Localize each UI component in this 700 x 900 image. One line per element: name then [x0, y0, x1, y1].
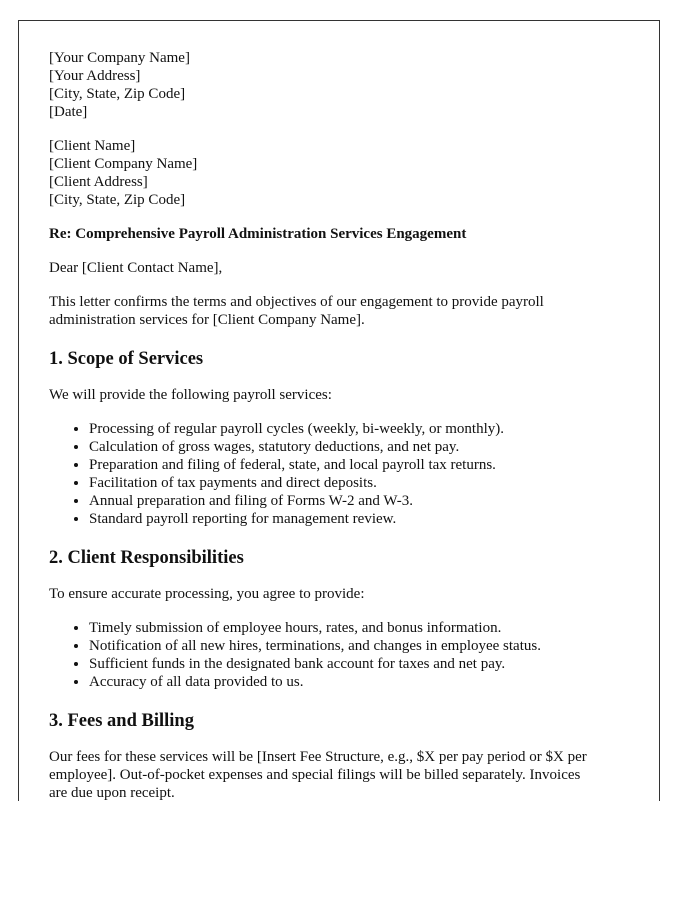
- fees-line: employee]. Out-of-pocket expenses and special filings will be billed separately. Invoices: [49, 767, 581, 783]
- list-item: • Facilitation of tax payments and direct deposits.: [89, 474, 639, 492]
- recipient-block: [49, 137, 639, 209]
- letter-content: [49, 49, 639, 801]
- list-item: • Notification of all new hires, terminations, and changes in employee status.: [89, 637, 639, 655]
- section-intro-scope: We will provide the following payroll services:: [49, 387, 332, 403]
- recipient-address: [Client Address]: [49, 174, 148, 190]
- sender-company: [Your Company Name]: [49, 50, 190, 66]
- list-item: • Sufficient funds in the designated bank account for taxes and net pay.: [89, 655, 639, 673]
- intro-line: This letter confirms the terms and objectives of our engagement to provide payroll: [49, 294, 544, 310]
- recipient-city-state-zip: [City, State, Zip Code]: [49, 192, 186, 208]
- fees-line: Our fees for these services will be [Insert Fee Structure, e.g., $X per pay period or $X per: [49, 749, 587, 765]
- list-item: • Standard payroll reporting for management review.: [89, 510, 639, 528]
- letter-date: [Date]: [49, 104, 88, 120]
- letter-page: [18, 20, 660, 801]
- list-item: • Timely submission of employee hours, rates, and bonus information.: [89, 619, 639, 637]
- list-item: • Accuracy of all data provided to us.: [89, 673, 639, 691]
- subject-line: Re: Comprehensive Payroll Administration Services Engagement: [49, 226, 467, 242]
- sender-address: [Your Address]: [49, 68, 141, 84]
- recipient-name: [Client Name]: [49, 138, 136, 154]
- list-item: • Processing of regular payroll cycles (weekly, bi-weekly, or monthly).: [89, 420, 639, 438]
- recipient-company: [Client Company Name]: [49, 156, 198, 172]
- salutation: Dear [Client Contact Name],: [49, 260, 223, 276]
- intro-line: administration services for [Client Company Name].: [49, 312, 365, 328]
- fees-paragraph: [49, 748, 639, 801]
- sender-block: [49, 49, 639, 121]
- fees-line: are due upon receipt.: [49, 785, 175, 801]
- section-heading-fees: 3. Fees and Billing: [49, 711, 194, 731]
- sender-city-state-zip: [City, State, Zip Code]: [49, 86, 186, 102]
- section-heading-responsibilities: 2. Client Responsibilities: [49, 548, 244, 568]
- list-item: • Calculation of gross wages, statutory deductions, and net pay.: [89, 438, 639, 456]
- responsibilities-list: [49, 619, 639, 691]
- list-item: • Preparation and filing of federal, state, and local payroll tax returns.: [89, 456, 639, 474]
- intro-paragraph: [49, 293, 639, 329]
- scope-list: [49, 420, 639, 528]
- list-item: • Annual preparation and filing of Forms W-2 and W-3.: [89, 492, 639, 510]
- section-heading-scope: 1. Scope of Services: [49, 349, 204, 369]
- section-intro-responsibilities: To ensure accurate processing, you agree to provide:: [49, 586, 365, 602]
